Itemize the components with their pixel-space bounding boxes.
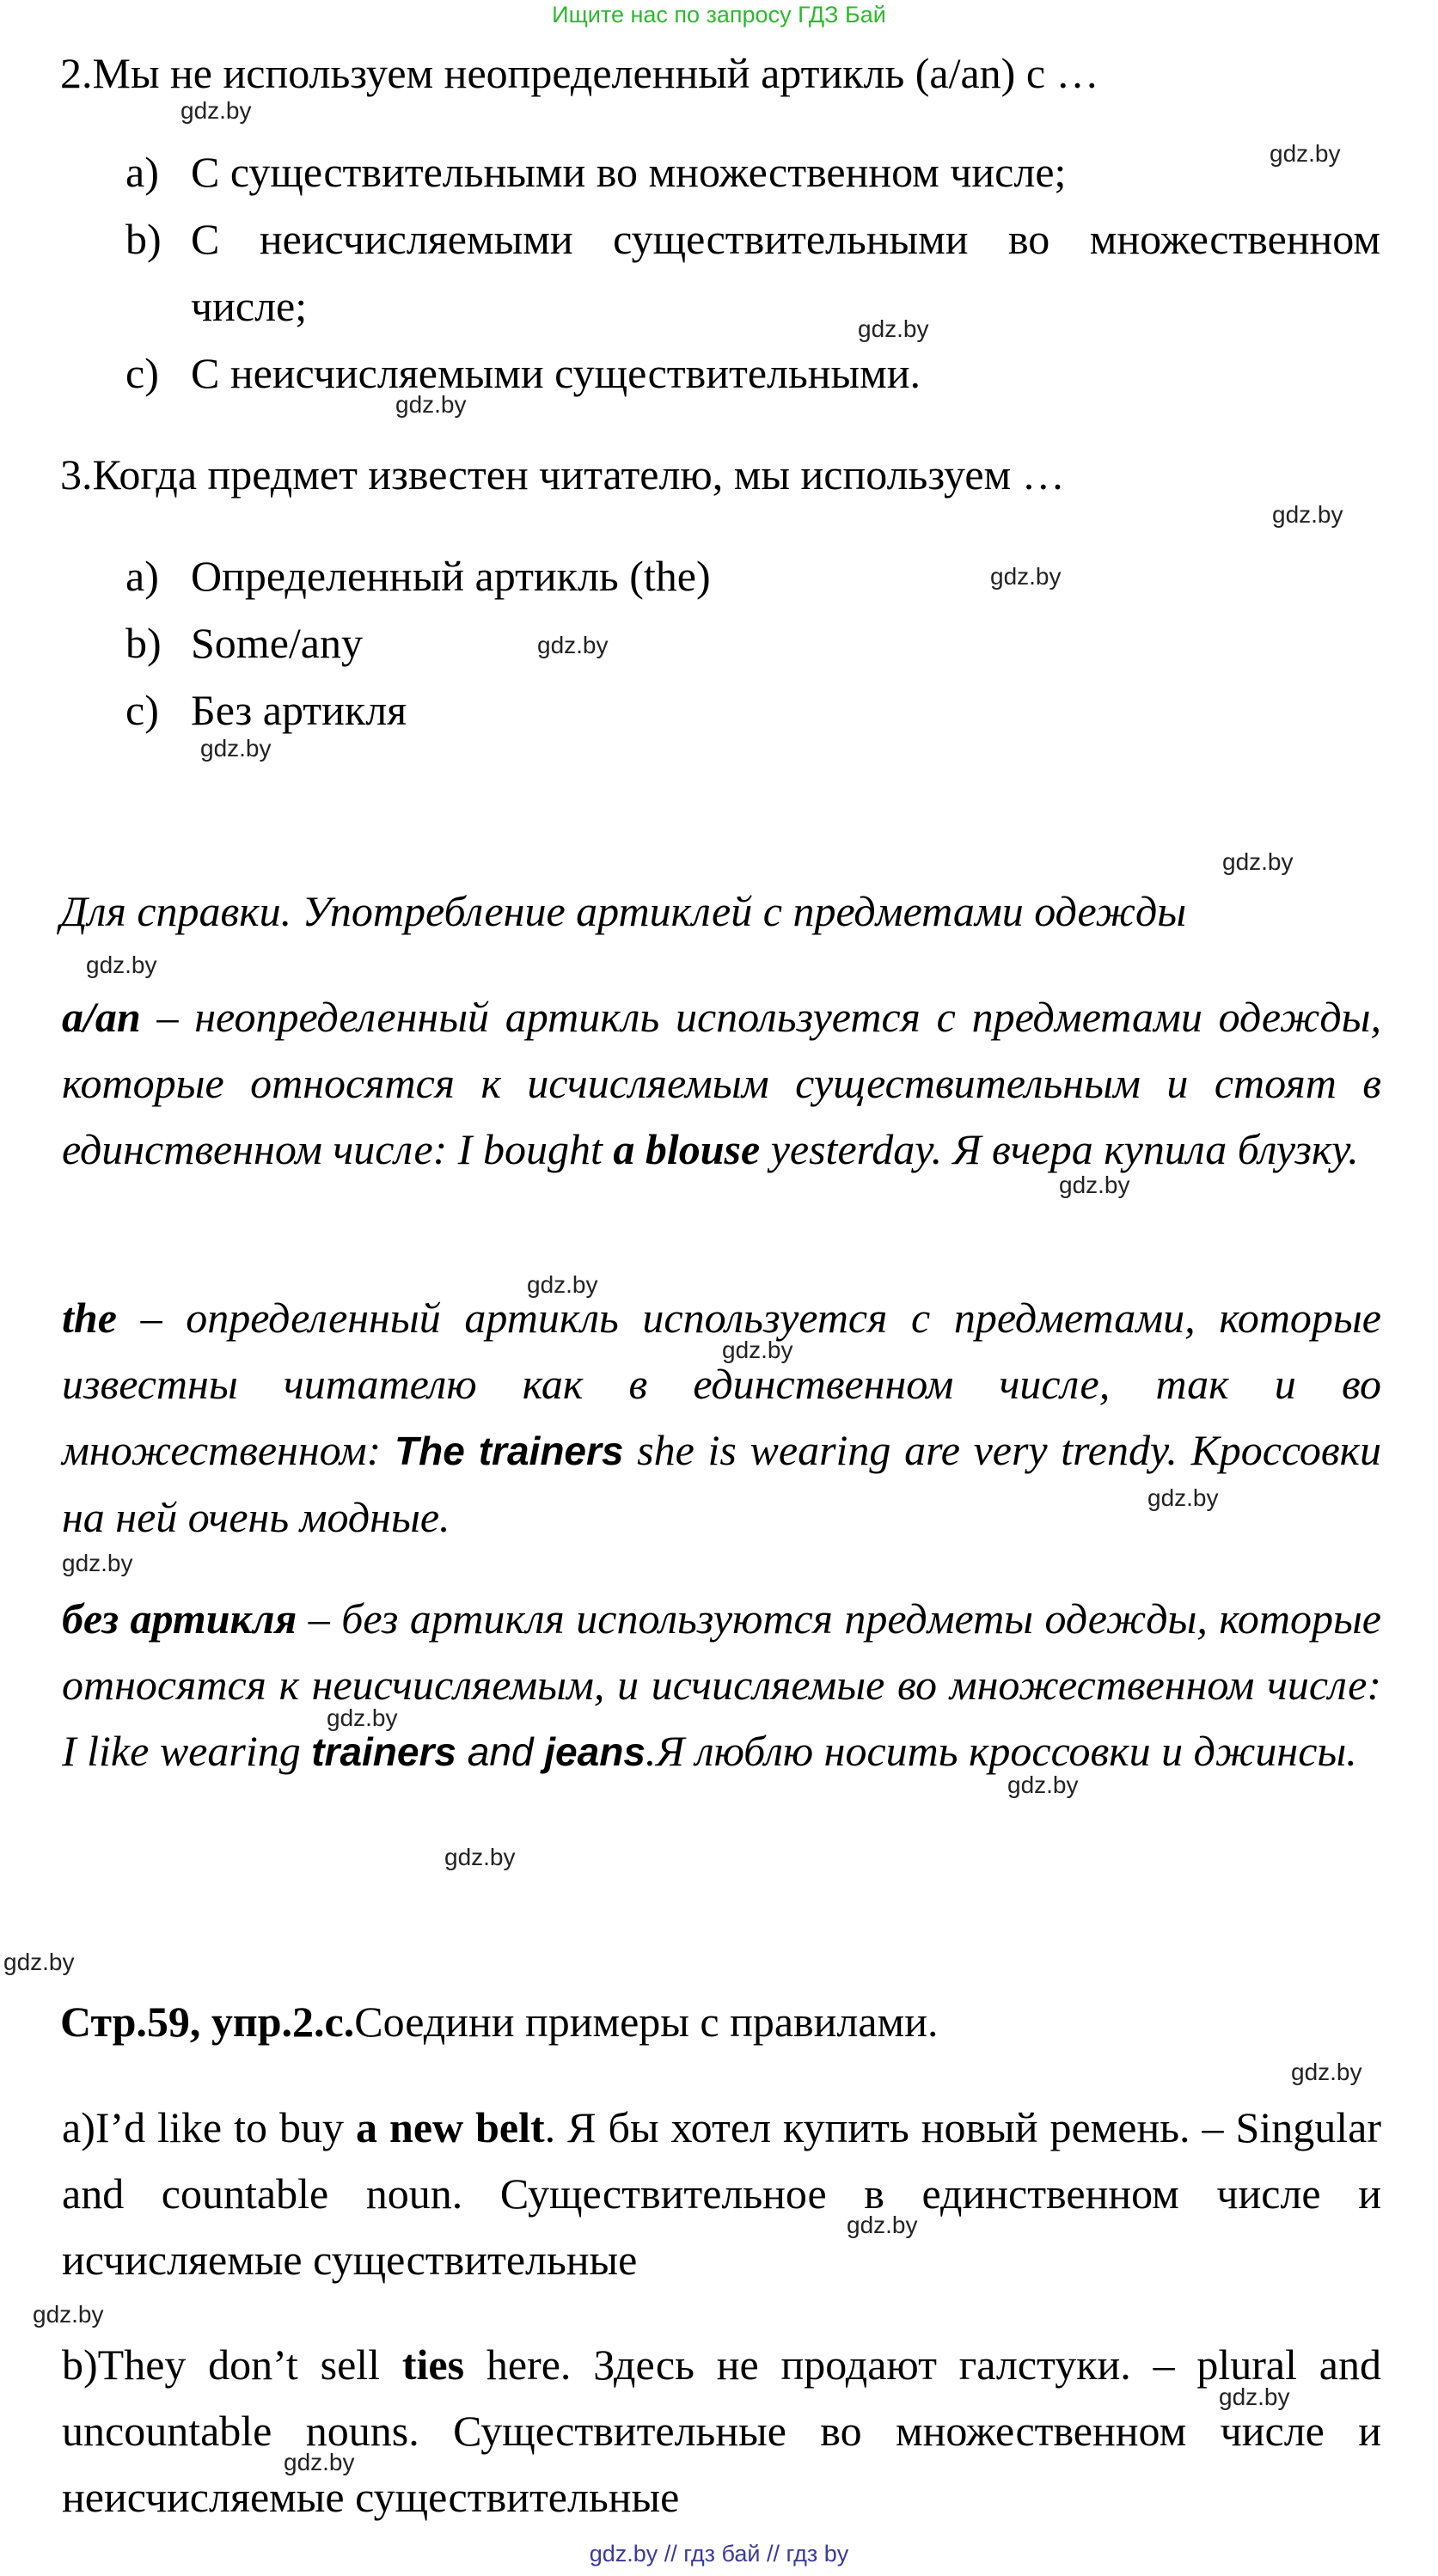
exercise-heading-bold: Стр.59, упр.2.с. xyxy=(60,1998,355,2046)
item-prefix: a)I’d like to buy xyxy=(62,2103,357,2151)
example-bold: The trainers xyxy=(395,1429,624,1473)
q3-option-c xyxy=(125,684,1380,736)
option-label: c) xyxy=(125,349,159,397)
q3-option-a xyxy=(125,550,1380,602)
exercise-heading-text: Соедини примеры с правилами. xyxy=(354,1998,939,2046)
top-banner[interactable]: Ищите нас по запросу ГДЗ Бай xyxy=(552,2,886,28)
item-bold: a new belt xyxy=(356,2103,545,2151)
watermark: gdz.by xyxy=(1219,2383,1290,2410)
paragraph-tail: yesterday. Я вчера купила блузку. xyxy=(760,1125,1359,1173)
question-3: 3.Когда предмет известен читателю, мы используем … xyxy=(60,450,1065,499)
q3-option-b xyxy=(125,617,1380,669)
option-text: Some/any xyxy=(191,619,363,667)
exercise-heading xyxy=(60,1996,938,2047)
example-bold: trainers xyxy=(311,1729,456,1774)
watermark: gdz.by xyxy=(1270,140,1341,167)
connector-text: and xyxy=(456,1729,545,1774)
exercise-item-a xyxy=(62,2095,1381,2293)
option-label: b) xyxy=(125,215,162,263)
option-text: Определенный артикль (the) xyxy=(191,552,711,600)
watermark: gdz.by xyxy=(1147,1484,1219,1511)
item-prefix: b)They don’t sell xyxy=(62,2340,402,2389)
example-bold: jeans xyxy=(544,1729,646,1774)
option-label: c) xyxy=(125,686,159,734)
q2-option-a xyxy=(125,146,1380,198)
option-text: С неисчисляемыми существительными во множественном числе; xyxy=(191,215,1380,330)
watermark: gdz.by xyxy=(1272,501,1343,528)
watermark: gdz.by xyxy=(847,2212,918,2238)
watermark: gdz.by xyxy=(284,2449,355,2475)
paragraph-tail: she is wearing are very trendy. Кроссовки на ней очень модные. xyxy=(62,1426,1382,1541)
example-bold: a blouse xyxy=(613,1125,761,1173)
watermark: gdz.by xyxy=(1222,848,1294,875)
watermark: gdz.by xyxy=(858,315,929,342)
watermark: gdz.by xyxy=(327,1704,398,1731)
reference-paragraph-a-an xyxy=(62,984,1381,1183)
watermark: gdz.by xyxy=(395,391,467,418)
q2-option-c xyxy=(125,347,1380,399)
reference-paragraph-no-article xyxy=(62,1586,1381,1785)
option-label: b) xyxy=(125,619,162,667)
term-no-article: без артикля xyxy=(62,1594,297,1643)
watermark: gdz.by xyxy=(33,2301,104,2328)
footer-links[interactable]: gdz.by // гдз бай // гдз by xyxy=(589,2541,849,2567)
watermark: gdz.by xyxy=(990,563,1062,590)
option-label: a) xyxy=(125,148,159,196)
option-text: С неисчисляемыми существительными. xyxy=(191,349,921,397)
paragraph-tail: .Я люблю носить кроссовки и джинсы. xyxy=(645,1727,1357,1775)
watermark: gdz.by xyxy=(3,1949,75,1975)
paragraph-text: – определенный артикль используется с предметами, которые известны читателю как в единственном числе, так и во множественном: xyxy=(62,1294,1381,1474)
paragraph-text: – без артикля используются предметы одежды, которые относятся к неисчисляемым, и исчисляемые во множественном числе: I like wearing xyxy=(62,1594,1381,1775)
item-bold: ties xyxy=(401,2340,465,2389)
watermark: gdz.by xyxy=(62,1550,133,1576)
watermark: gdz.by xyxy=(200,735,272,762)
watermark: gdz.by xyxy=(1059,1172,1130,1198)
term-the: the xyxy=(62,1294,117,1342)
reference-title: Для справки. Употребление артиклей с предметами одежды xyxy=(60,887,1187,935)
watermark: gdz.by xyxy=(181,97,252,124)
watermark: gdz.by xyxy=(444,1844,516,1870)
watermark: gdz.by xyxy=(86,951,157,978)
q2-option-b xyxy=(125,213,1380,340)
watermark: gdz.by xyxy=(1007,1771,1079,1798)
item-text: here. Здесь не продают галстуки. – plural and uncountable nouns. Существительные во множественном числе и неисчисляемые существительные xyxy=(62,2340,1381,2521)
item-text: . Я бы хотел купить новый ремень. – Singular and countable noun. Существительное в единственном числе и исчисляемые существительные xyxy=(62,2103,1381,2284)
exercise-item-b xyxy=(62,2332,1381,2530)
watermark: gdz.by xyxy=(537,632,609,658)
watermark: gdz.by xyxy=(1291,2059,1362,2085)
watermark: gdz.by xyxy=(527,1271,598,1298)
paragraph-text: – неопределенный артикль используется с предметами одежды, которые относятся к исчисляемым существительным и стоят в единственном числе: I bought xyxy=(62,993,1381,1173)
option-label: a) xyxy=(125,552,159,600)
option-text: Без артикля xyxy=(191,686,407,734)
watermark: gdz.by xyxy=(722,1337,793,1363)
option-text: С существительными во множественном числе; xyxy=(191,148,1067,196)
question-2: 2.Мы не используем неопределенный артикль (a/an) с … xyxy=(60,49,1099,97)
term-a-an: a/an xyxy=(62,993,141,1041)
